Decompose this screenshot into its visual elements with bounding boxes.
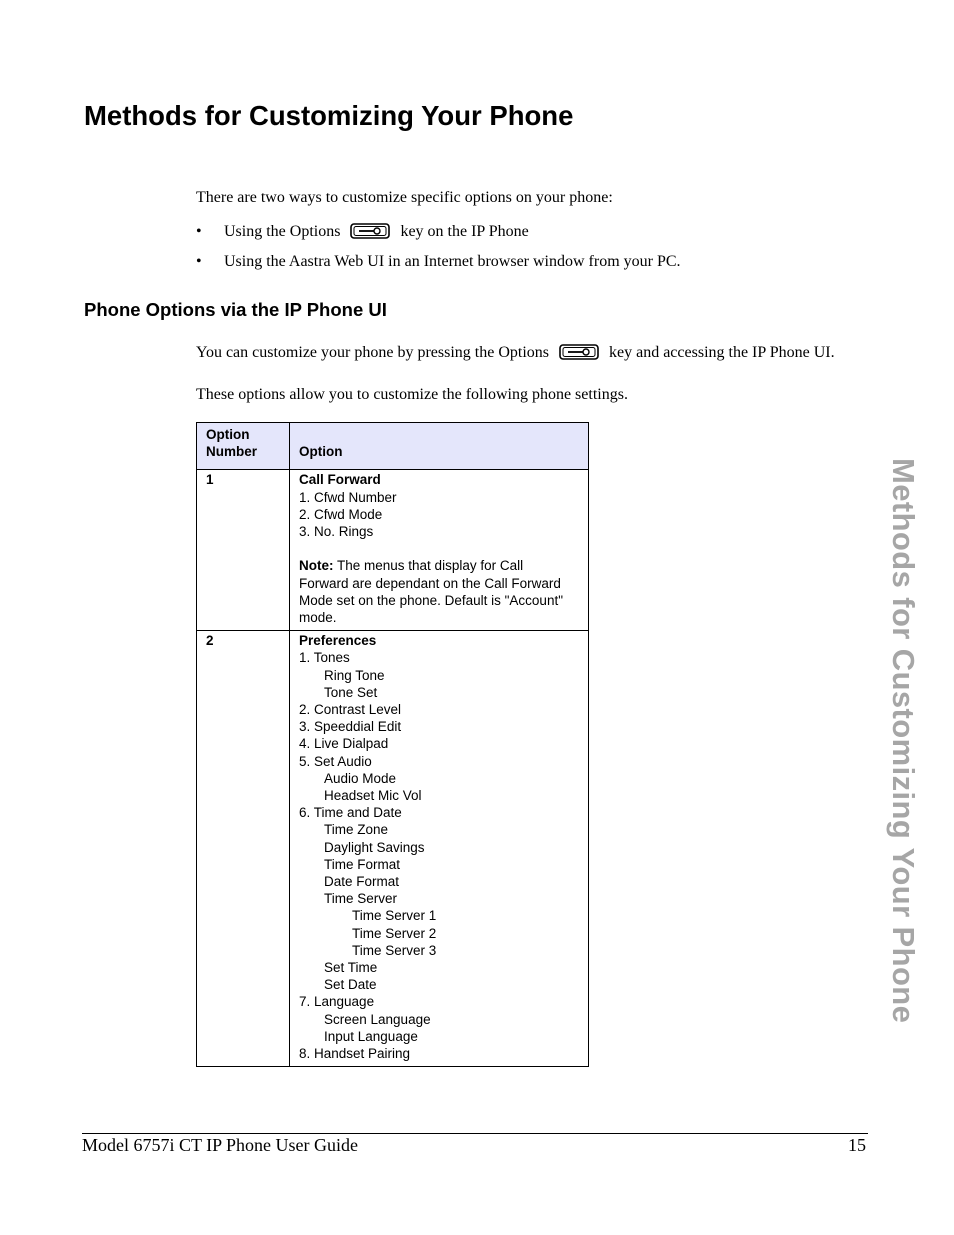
menu-item: 6. Time and Date bbox=[299, 805, 402, 821]
menu-item: Time Server bbox=[324, 891, 398, 907]
menu-item: 2. Contrast Level bbox=[299, 702, 402, 718]
settings-paragraph: These options allow you to customize the following phone settings. bbox=[196, 386, 628, 403]
bullet-item bbox=[196, 252, 876, 282]
side-tab bbox=[885, 458, 925, 1108]
note bbox=[299, 557, 580, 574]
menu-item: 4. Live Dialpad bbox=[299, 736, 389, 752]
page-number: 15 bbox=[848, 1135, 866, 1155]
menu-item: Daylight Savings bbox=[324, 839, 425, 855]
table-row bbox=[197, 470, 589, 631]
intro-text: There are two ways to customize specific options on your phone: bbox=[196, 189, 613, 206]
table-row bbox=[197, 631, 589, 1067]
bullet-text-before: Using the Options bbox=[224, 223, 341, 240]
header-text: Number bbox=[206, 444, 258, 460]
menu-item: Ring Tone bbox=[324, 667, 385, 683]
menu-item: Screen Language bbox=[324, 1011, 431, 1027]
menu-item: Audio Mode bbox=[324, 770, 397, 786]
note-text: mode. bbox=[299, 610, 337, 626]
bullet-list bbox=[196, 222, 876, 282]
table-header-row bbox=[197, 423, 589, 470]
menu-item: 1. Cfwd Number bbox=[299, 489, 397, 505]
note-text: The menus that display for Call bbox=[333, 558, 524, 574]
note-text: Mode set on the phone. Default is "Account" bbox=[299, 592, 563, 608]
options-paragraph bbox=[196, 343, 835, 363]
header-option-number bbox=[197, 423, 290, 470]
options-key-icon bbox=[350, 223, 390, 239]
menu-item: Time Format bbox=[324, 856, 401, 872]
menu-item: 1. Tones bbox=[299, 650, 350, 666]
footer-rule bbox=[82, 1133, 868, 1134]
footer-guide-title: Model 6757i CT IP Phone User Guide bbox=[82, 1135, 358, 1155]
menu-item: 7. Language bbox=[299, 994, 375, 1010]
bullet-symbol: • bbox=[196, 223, 202, 240]
row-number: 1 bbox=[197, 470, 290, 631]
row-title: Call Forward bbox=[299, 472, 381, 488]
menu-item: Time Zone bbox=[324, 822, 389, 838]
row-options bbox=[290, 470, 589, 631]
note-text: Forward are dependant on the Call Forward bbox=[299, 575, 561, 591]
menu-item: 5. Set Audio bbox=[299, 753, 372, 769]
menu-item: Headset Mic Vol bbox=[324, 788, 422, 804]
menu-item: Time Server 1 bbox=[352, 908, 437, 924]
options-table bbox=[196, 422, 589, 1067]
bullet-item bbox=[196, 222, 876, 252]
menu-item: Time Server 2 bbox=[352, 925, 437, 941]
para-text-after: key and accessing the IP Phone UI. bbox=[609, 344, 835, 361]
menu-item: Tone Set bbox=[324, 684, 378, 700]
para-text-before: You can customize your phone by pressing the Options bbox=[196, 344, 549, 361]
row-number: 2 bbox=[197, 631, 290, 1067]
page-title: Methods for Customizing Your Phone bbox=[84, 100, 574, 131]
menu-item: Set Date bbox=[324, 977, 377, 993]
row-options bbox=[290, 631, 589, 1067]
options-key-icon bbox=[559, 344, 599, 360]
menu-item: 3. Speeddial Edit bbox=[299, 719, 402, 735]
header-text: Option bbox=[206, 427, 250, 442]
menu-item: 8. Handset Pairing bbox=[299, 1046, 411, 1062]
section-heading: Phone Options via the IP Phone UI bbox=[84, 299, 387, 320]
note-label: Note: bbox=[299, 558, 334, 574]
row-title: Preferences bbox=[299, 633, 377, 649]
menu-item: Set Time bbox=[324, 960, 378, 976]
side-tab-label: Methods for Customizing Your Phone bbox=[886, 458, 921, 1024]
bullet-text: Using the Aastra Web UI in an Internet browser window from your PC. bbox=[224, 253, 681, 270]
header-option: Option bbox=[290, 423, 589, 470]
menu-item: 3. No. Rings bbox=[299, 524, 374, 540]
bullet-symbol: • bbox=[196, 253, 202, 270]
menu-item: 2. Cfwd Mode bbox=[299, 506, 383, 522]
menu-item: Input Language bbox=[324, 1028, 418, 1044]
menu-item: Time Server 3 bbox=[352, 942, 437, 958]
bullet-text-after: key on the IP Phone bbox=[400, 223, 529, 240]
menu-item: Date Format bbox=[324, 874, 400, 890]
